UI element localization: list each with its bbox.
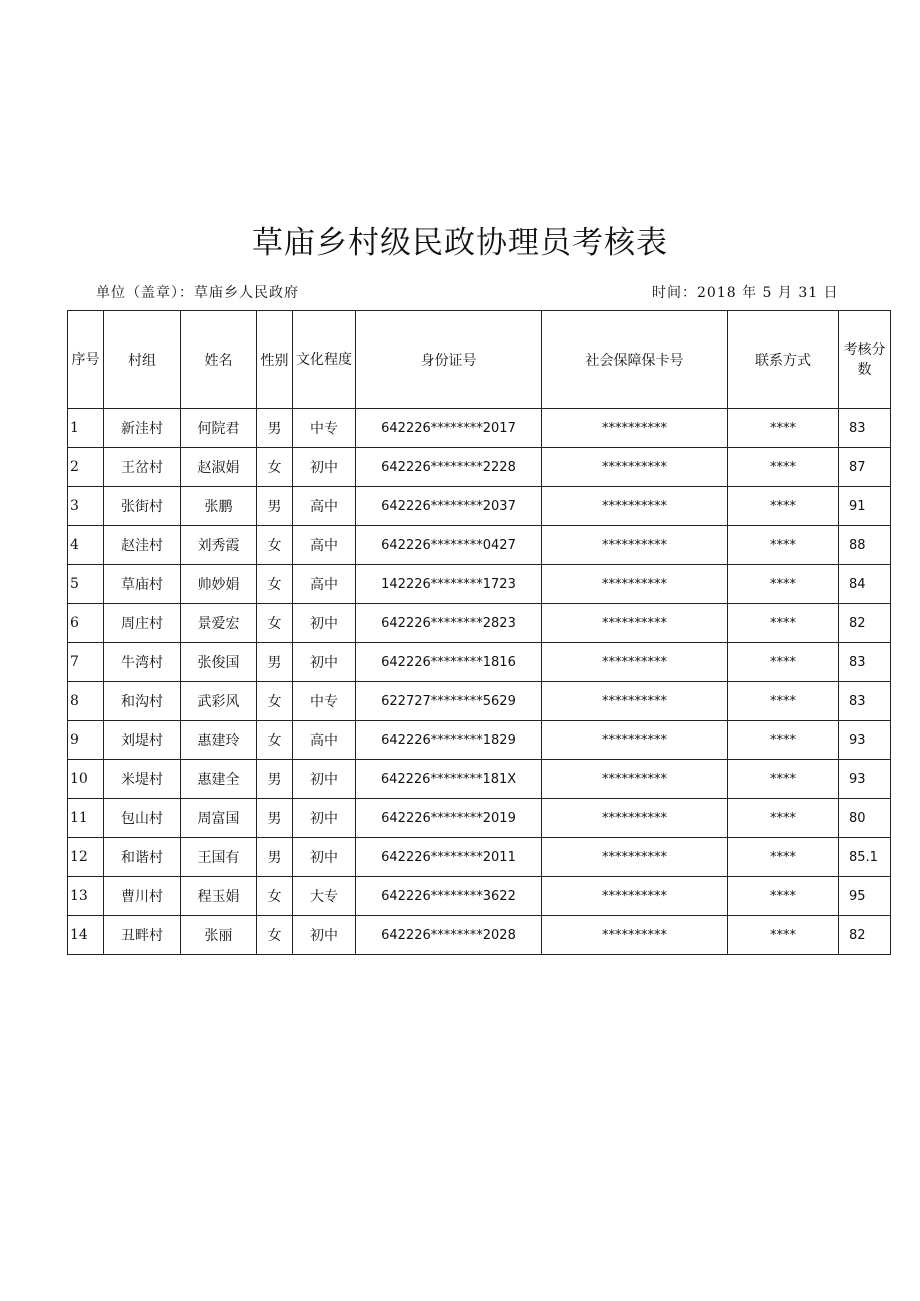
cell-gender: 男 [257,487,293,526]
cell-index: 7 [68,643,104,682]
table-row [68,409,891,448]
cell-id-number: 642226********2228 [356,448,542,487]
cell-name: 周富国 [181,799,257,838]
cell-gender: 男 [257,799,293,838]
cell-social-security-card: ********** [542,643,728,682]
cell-social-security-card: ********** [542,760,728,799]
table-body [68,409,891,955]
cell-contact: **** [728,799,839,838]
header-village: 村组 [104,311,181,409]
cell-education: 初中 [293,916,356,955]
cell-village: 新洼村 [104,409,181,448]
cell-gender: 女 [257,877,293,916]
cell-education: 初中 [293,604,356,643]
table-row [68,838,891,877]
cell-social-security-card: ********** [542,604,728,643]
cell-index: 13 [68,877,104,916]
cell-contact: **** [728,526,839,565]
cell-score: 83 [839,643,891,682]
cell-score: 88 [839,526,891,565]
cell-id-number: 642226********181X [356,760,542,799]
cell-index: 11 [68,799,104,838]
cell-index: 4 [68,526,104,565]
cell-score: 91 [839,487,891,526]
cell-id-number: 642226********3622 [356,877,542,916]
assessment-table [67,310,891,955]
header-id-number: 身份证号 [356,311,542,409]
cell-name: 王国有 [181,838,257,877]
cell-score: 95 [839,877,891,916]
page-title: 草庙乡村级民政协理员考核表 [252,224,668,261]
cell-gender: 男 [257,409,293,448]
document-meta [0,282,920,302]
cell-social-security-card: ********** [542,565,728,604]
cell-gender: 女 [257,682,293,721]
cell-education: 高中 [293,721,356,760]
cell-gender: 女 [257,604,293,643]
cell-education: 高中 [293,487,356,526]
cell-index: 12 [68,838,104,877]
cell-contact: **** [728,838,839,877]
cell-index: 8 [68,682,104,721]
cell-education: 中专 [293,409,356,448]
cell-village: 草庙村 [104,565,181,604]
cell-village: 牛湾村 [104,643,181,682]
cell-name: 刘秀霞 [181,526,257,565]
cell-village: 包山村 [104,799,181,838]
header-education: 文化程度 [293,311,356,409]
table-row [68,682,891,721]
table-row [68,760,891,799]
table-row [68,487,891,526]
cell-id-number: 642226********1816 [356,643,542,682]
cell-contact: **** [728,448,839,487]
table-row [68,643,891,682]
cell-id-number: 642226********2017 [356,409,542,448]
cell-id-number: 642226********2019 [356,799,542,838]
cell-education: 高中 [293,526,356,565]
cell-name: 张丽 [181,916,257,955]
header-gender: 性别 [257,311,293,409]
cell-village: 丑畔村 [104,916,181,955]
cell-name: 武彩风 [181,682,257,721]
cell-index: 14 [68,916,104,955]
cell-id-number: 642226********2011 [356,838,542,877]
cell-village: 和沟村 [104,682,181,721]
cell-social-security-card: ********** [542,487,728,526]
cell-name: 赵淑娟 [181,448,257,487]
cell-contact: **** [728,916,839,955]
table-row [68,916,891,955]
cell-village: 王岔村 [104,448,181,487]
unit-label: 单位（盖章）：草庙乡人民政府 [96,285,299,301]
cell-education: 大专 [293,877,356,916]
cell-gender: 女 [257,721,293,760]
cell-contact: **** [728,409,839,448]
cell-id-number: 622727********5629 [356,682,542,721]
table-row [68,526,891,565]
table-row [68,721,891,760]
cell-contact: **** [728,877,839,916]
cell-social-security-card: ********** [542,877,728,916]
cell-education: 初中 [293,448,356,487]
cell-name: 帅妙娟 [181,565,257,604]
header-index: 序号 [68,311,104,409]
cell-id-number: 642226********1829 [356,721,542,760]
table-row [68,877,891,916]
cell-name: 何院君 [181,409,257,448]
cell-village: 赵洼村 [104,526,181,565]
cell-gender: 女 [257,916,293,955]
cell-score: 83 [839,682,891,721]
header-contact: 联系方式 [728,311,839,409]
cell-contact: **** [728,604,839,643]
date-label: 时间：2018 年 5 月 31 日 [652,285,839,301]
cell-village: 张街村 [104,487,181,526]
cell-social-security-card: ********** [542,682,728,721]
cell-village: 米堤村 [104,760,181,799]
cell-village: 刘堤村 [104,721,181,760]
table-row [68,448,891,487]
cell-name: 张俊国 [181,643,257,682]
cell-contact: **** [728,721,839,760]
cell-name: 景爱宏 [181,604,257,643]
header-name: 姓名 [181,311,257,409]
table-row [68,604,891,643]
cell-score: 85.1 [839,838,891,877]
cell-score: 84 [839,565,891,604]
cell-gender: 男 [257,760,293,799]
cell-index: 6 [68,604,104,643]
cell-contact: **** [728,682,839,721]
cell-contact: **** [728,565,839,604]
cell-id-number: 642226********0427 [356,526,542,565]
cell-contact: **** [728,643,839,682]
cell-education: 初中 [293,838,356,877]
cell-gender: 女 [257,565,293,604]
cell-gender: 男 [257,838,293,877]
header-social-security-card: 社会保障保卡号 [542,311,728,409]
cell-education: 中专 [293,682,356,721]
cell-contact: **** [728,487,839,526]
cell-name: 惠建玲 [181,721,257,760]
cell-education: 初中 [293,643,356,682]
cell-id-number: 642226********2037 [356,487,542,526]
cell-id-number: 642226********2028 [356,916,542,955]
cell-name: 程玉娟 [181,877,257,916]
cell-gender: 女 [257,526,293,565]
cell-index: 2 [68,448,104,487]
cell-village: 和谐村 [104,838,181,877]
cell-education: 初中 [293,799,356,838]
cell-education: 高中 [293,565,356,604]
cell-score: 80 [839,799,891,838]
cell-education: 初中 [293,760,356,799]
cell-index: 1 [68,409,104,448]
cell-social-security-card: ********** [542,916,728,955]
cell-score: 93 [839,721,891,760]
cell-social-security-card: ********** [542,409,728,448]
cell-score: 93 [839,760,891,799]
cell-index: 3 [68,487,104,526]
cell-score: 87 [839,448,891,487]
cell-score: 82 [839,604,891,643]
cell-social-security-card: ********** [542,721,728,760]
cell-score: 83 [839,409,891,448]
cell-social-security-card: ********** [542,526,728,565]
header-score: 考核分数 [839,311,891,409]
cell-village: 周庄村 [104,604,181,643]
cell-index: 10 [68,760,104,799]
table-header-row [68,311,891,409]
table-row [68,565,891,604]
cell-id-number: 642226********2823 [356,604,542,643]
cell-social-security-card: ********** [542,448,728,487]
cell-index: 5 [68,565,104,604]
cell-village: 曹川村 [104,877,181,916]
cell-score: 82 [839,916,891,955]
cell-index: 9 [68,721,104,760]
cell-social-security-card: ********** [542,838,728,877]
cell-name: 惠建全 [181,760,257,799]
cell-gender: 男 [257,643,293,682]
cell-social-security-card: ********** [542,799,728,838]
cell-name: 张鹏 [181,487,257,526]
cell-contact: **** [728,760,839,799]
cell-gender: 女 [257,448,293,487]
table-row [68,799,891,838]
cell-id-number: 142226********1723 [356,565,542,604]
